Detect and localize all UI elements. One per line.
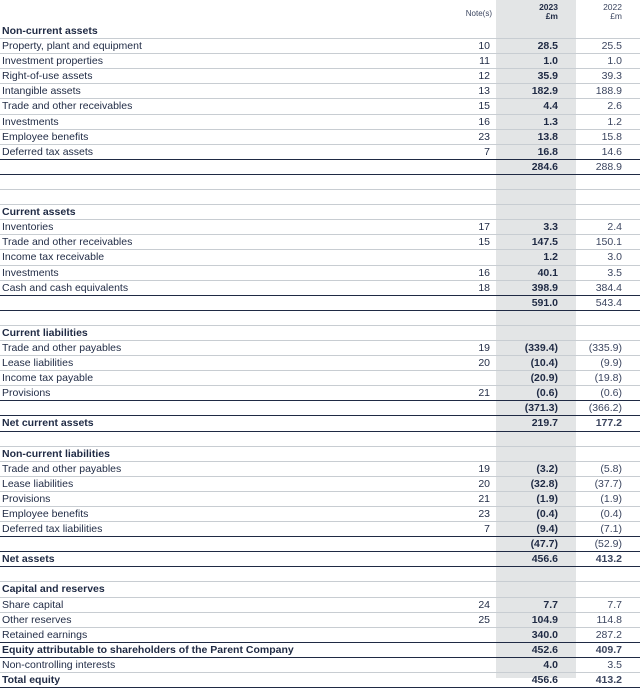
row-value-2022: (1.9) [600,492,622,505]
row-note: 10 [478,40,490,53]
row-value-2023: 16.8 [537,145,558,158]
row-note: 13 [478,85,490,98]
current-year-unit: £m [545,11,558,21]
spacer-row [0,432,640,447]
row-note: 25 [478,613,490,626]
section-heading-row [0,205,640,220]
row-value-2022: 7.7 [607,598,622,611]
row-label: Provisions [2,387,51,400]
row-value-2022: 2.4 [607,221,622,234]
section-heading-row [0,447,640,462]
row-note: 19 [478,341,490,354]
row-value-2022: (335.9) [588,341,622,354]
prior-year-unit: £m [610,11,622,21]
row-value-2022: 3.5 [607,658,622,671]
table-row [0,266,640,281]
row-value-2022: (9.9) [600,357,622,370]
row-value-2022: (0.4) [600,508,622,520]
row-value-2023: (3.2) [536,462,558,475]
row-value-2022: 413.2 [595,674,622,687]
row-value-2023: (9.4) [536,523,558,536]
row-value-2023: 147.5 [531,236,558,249]
row-value-2022: 14.6 [601,145,622,158]
row-value-2023: 4.4 [543,100,558,113]
table-row [0,341,640,356]
row-value-2023: 3.3 [543,221,558,234]
row-label: Property, plant and equipment [2,40,142,53]
row-value-2023: (371.3) [524,402,558,415]
table-row [0,673,640,688]
row-value-2023: 1.2 [543,251,558,264]
row-label: Trade and other receivables [2,100,133,113]
row-note: 11 [479,55,490,68]
row-value-2022: 150.1 [595,236,622,249]
row-value-2023: 28.5 [537,40,558,53]
row-value-2023: (10.4) [530,357,558,370]
table-row [0,296,640,311]
table-row [0,522,640,537]
row-value-2023: (1.9) [536,492,558,505]
row-label: Trade and other payables [2,341,122,354]
row-value-2022: 188.9 [595,85,622,98]
row-label: Income tax receivable [2,251,105,264]
table-row [0,220,640,235]
notes-column-header: Note(s) [465,9,492,18]
prior-year-label: 2022 [603,2,622,12]
row-note: 23 [478,130,490,143]
row-label: Retained earnings [2,628,88,641]
current-year-header [496,3,558,21]
row-label: Current assets [2,206,76,219]
row-value-2023: 1.0 [543,55,558,68]
row-value-2022: (52.9) [594,538,622,551]
row-value-2022: 2.6 [607,100,622,113]
table-row [0,507,640,522]
table-row [0,145,640,160]
table-row [0,39,640,54]
row-note: 15 [478,236,490,249]
row-value-2022: (7.1) [600,523,622,536]
row-value-2023: 7.7 [543,598,558,611]
row-value-2022: 39.3 [601,70,622,83]
row-value-2023: (32.8) [530,477,558,490]
row-note: 16 [478,266,490,279]
row-label: Investments [2,115,59,128]
table-row [0,99,640,114]
row-note: 15 [478,100,490,113]
table-row [0,658,640,673]
table-row [0,130,640,145]
row-label: Lease liabilities [2,477,74,490]
row-note: 7 [484,523,490,536]
row-value-2023: (47.7) [530,538,558,551]
row-value-2022: (37.7) [594,477,622,490]
section-heading-row [0,326,640,341]
row-value-2022: 114.8 [596,613,622,626]
row-label: Cash and cash equivalents [2,281,129,294]
row-value-2023: 284.6 [531,160,558,173]
row-value-2022: 413.2 [595,553,622,566]
row-label: Intangible assets [2,85,81,98]
row-note: 18 [478,281,490,294]
row-note: 20 [478,357,490,370]
row-note: 21 [478,492,490,505]
row-value-2022: (5.8) [600,462,622,475]
row-label: Investment properties [2,55,103,68]
row-label: Income tax payable [2,372,94,385]
row-value-2023: 456.6 [531,553,558,566]
current-year-label: 2023 [539,2,558,12]
table-row [0,628,640,643]
table-row [0,235,640,250]
row-label: Trade and other payables [2,462,122,475]
row-value-2023: 40.1 [537,266,558,279]
row-label: Inventories [2,221,54,234]
prior-year-header [576,3,622,21]
row-value-2022: 287.2 [595,628,622,641]
row-value-2022: 177.2 [595,417,622,430]
row-value-2023: 13.8 [537,130,558,143]
row-label: Right-of-use assets [2,70,93,83]
spacer-row [0,311,640,326]
row-label: Other reserves [2,613,72,626]
row-label: Non-current liabilities [2,447,110,460]
table-row [0,477,640,492]
table-row [0,69,640,84]
row-label: Equity attributable to shareholders of the Parent Company [2,643,294,656]
table-row [0,386,640,401]
table-row [0,84,640,99]
table-row [0,281,640,296]
row-value-2022: 15.8 [601,130,622,143]
spacer-row [0,567,640,582]
row-label: Investments [2,266,59,279]
row-value-2023: 452.6 [531,643,558,656]
row-value-2022: 1.2 [607,115,622,128]
row-value-2022: 3.0 [607,251,622,264]
row-note: 23 [478,508,490,520]
row-label: Provisions [2,492,51,505]
row-label: Net assets [2,553,55,566]
row-value-2023: 1.3 [543,115,558,128]
table-row [0,401,640,416]
row-note: 12 [478,70,490,83]
row-label: Employee benefits [2,508,89,520]
table-row [0,598,640,613]
row-label: Current liabilities [2,326,88,339]
table-header [0,0,640,24]
table-row [0,613,640,628]
table-row [0,371,640,386]
table-row [0,643,640,658]
row-value-2023: 182.9 [531,85,558,98]
row-note: 21 [478,387,490,400]
row-value-2023: 456.6 [531,674,558,687]
row-label: Employee benefits [2,130,89,143]
row-label: Capital and reserves [2,583,105,596]
row-value-2022: 409.7 [595,643,622,656]
row-value-2023: (20.9) [530,372,558,385]
row-note: 16 [478,115,490,128]
row-note: 7 [484,145,490,158]
spacer-row [0,175,640,190]
row-value-2023: 104.9 [531,613,558,626]
row-note: 24 [478,598,490,611]
table-row [0,537,640,552]
row-value-2023: (339.4) [524,341,558,354]
row-value-2022: 288.9 [595,160,622,173]
row-label: Deferred tax assets [2,145,94,158]
row-value-2023: (0.4) [536,508,558,520]
table-row [0,416,640,431]
row-value-2023: 591.0 [531,296,558,309]
row-label: Lease liabilities [2,357,74,370]
row-label: Deferred tax liabilities [2,523,103,536]
row-value-2023: 398.9 [531,281,558,294]
row-label: Non-current assets [2,25,98,37]
table-row [0,54,640,69]
row-note: 19 [478,462,490,475]
row-label: Trade and other receivables [2,236,133,249]
balance-sheet-table [0,24,640,688]
row-value-2023: 340.0 [531,628,558,641]
table-row [0,160,640,175]
row-label: Net current assets [2,417,94,430]
row-label: Total equity [2,674,61,687]
table-row [0,492,640,507]
row-value-2022: 543.4 [595,296,622,309]
row-label: Non-controlling interests [2,658,116,671]
row-value-2022: 384.4 [595,281,622,294]
table-row [0,115,640,130]
row-value-2023: 35.9 [537,70,558,83]
row-value-2022: (19.8) [594,372,622,385]
row-value-2022: 1.0 [607,55,622,68]
row-value-2023: 4.0 [543,658,558,671]
row-value-2022: 3.5 [607,266,622,279]
section-heading-row [0,582,640,597]
table-row [0,356,640,371]
row-value-2023: 219.7 [531,417,558,430]
row-value-2022: (0.6) [600,387,622,400]
spacer-row [0,190,640,205]
row-value-2022: 25.5 [601,40,622,53]
table-row [0,552,640,567]
section-heading-row [0,24,640,39]
row-note: 20 [478,477,490,490]
row-label: Share capital [2,598,64,611]
table-row [0,250,640,265]
table-row [0,462,640,477]
row-value-2022: (366.2) [588,402,622,415]
row-value-2023: (0.6) [536,387,558,400]
row-note: 17 [478,221,490,234]
